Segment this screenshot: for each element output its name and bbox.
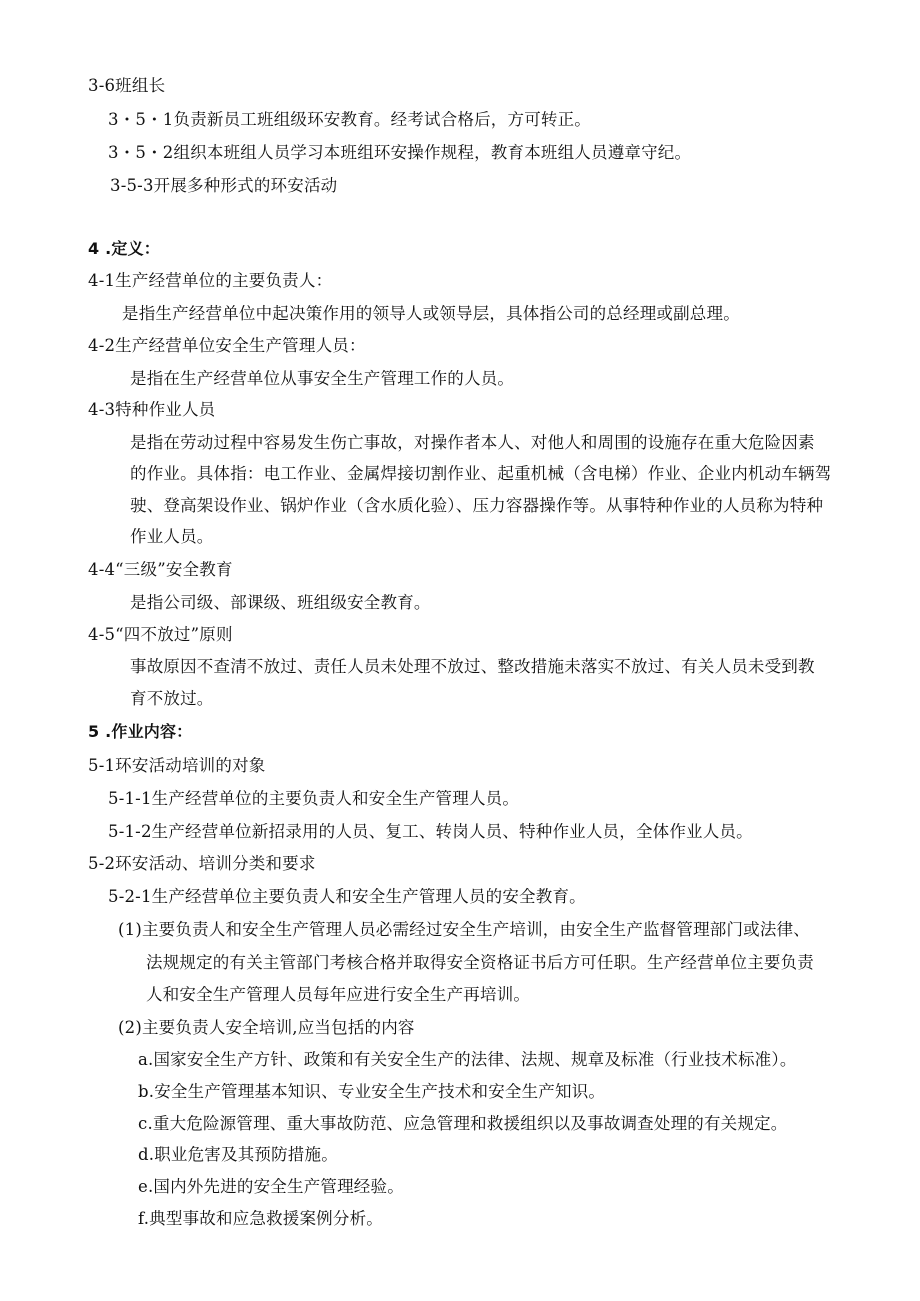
list-item-a: a.国家安全生产方针、政策和有关安全生产的法律、法规、规章及标准（行业技术标准）。	[138, 1050, 797, 1069]
list-item-e: e.国内外先进的安全生产管理经验。	[138, 1177, 404, 1196]
section-5-2-title: 5-2环安活动、培训分类和要求	[88, 854, 316, 873]
item-3-5-2: 3・5・2组织本班组人员学习本班组环安操作规程，教育本班组人员遵章守纪。	[108, 143, 692, 162]
definition-4-3-title: 4-3特种作业人员	[88, 400, 216, 419]
definition-4-3-line-3: 驶、登高架设作业、锅炉作业（含水质化验）、压力容器操作等。从事特种作业的人员称为特种	[130, 496, 824, 515]
item-5-1-1: 5-1-1生产经营单位的主要负责人和安全生产管理人员。	[108, 789, 520, 808]
list-item-b: b.安全生产管理基本知识、专业安全生产技术和安全生产知识。	[138, 1082, 606, 1101]
paragraph-2-title: (2)主要负责人安全培训,应当包括的内容	[118, 1018, 415, 1037]
definition-4-5-title: 4-5“四不放过”原则	[88, 625, 233, 644]
definition-4-1-title: 4-1生产经营单位的主要负责人：	[88, 271, 333, 290]
definition-4-2-text: 是指在生产经营单位从事安全生产管理工作的人员。	[130, 369, 515, 388]
paragraph-1-line-1: (1)主要负责人和安全生产管理人员必需经过安全生产培训，由安全生产监督管理部门或法律、	[118, 920, 810, 939]
definition-4-2-title: 4-2生产经营单位安全生产管理人员：	[88, 336, 366, 355]
item-5-1-2: 5-1-2生产经营单位新招录用的人员、复工、转岗人员、特种作业人员，全体作业人员。	[108, 822, 753, 841]
section-4-heading: 4 .定义：	[88, 239, 160, 258]
paragraph-1-line-3: 人和安全生产管理人员每年应进行安全生产再培训。	[146, 985, 531, 1004]
paragraph-1-line-2: 法规规定的有关主管部门考核合格并取得安全资格证书后方可任职。生产经营单位主要负责	[146, 953, 814, 972]
definition-4-4-title: 4-4“三级”安全教育	[88, 560, 233, 579]
section-5-heading: 5 .作业内容：	[88, 722, 193, 741]
item-3-5-3: 3-5-3开展多种形式的环安活动	[110, 176, 338, 195]
definition-4-4-text: 是指公司级、部课级、班组级安全教育。	[130, 593, 431, 612]
list-item-c: c.重大危险源管理、重大事故防范、应急管理和救援组织以及事故调查处理的有关规定。	[138, 1114, 788, 1133]
section-5-1-title: 5-1环安活动培训的对象	[88, 756, 266, 775]
definition-4-1-text: 是指生产经营单位中起决策作用的领导人或领导层，具体指公司的总经理或副总理。	[122, 304, 740, 323]
section-3-6-heading: 3-6班组长	[88, 76, 166, 95]
item-5-2-1: 5-2-1生产经营单位主要负责人和安全生产管理人员的安全教育。	[108, 887, 586, 906]
definition-4-3-line-1: 是指在劳动过程中容易发生伤亡事故，对操作者本人、对他人和周围的设施存在重大危险因素	[130, 433, 815, 452]
item-3-5-1: 3・5・1负责新员工班组级环安教育。经考试合格后，方可转正。	[108, 110, 591, 129]
definition-4-5-line-2: 育不放过。	[130, 689, 214, 708]
definition-4-5-line-1: 事故原因不查清不放过、责任人员未处理不放过、整改措施未落实不放过、有关人员未受到教	[130, 657, 815, 676]
list-item-f: f.典型事故和应急救援案例分析。	[138, 1209, 383, 1228]
definition-4-3-line-4: 作业人员。	[130, 527, 214, 546]
definition-4-3-line-2: 的作业。具体指：电工作业、金属焊接切割作业、起重机械（含电梯）作业、企业内机动车辆驾	[130, 464, 832, 483]
list-item-d: d.职业危害及其预防措施。	[138, 1145, 338, 1164]
